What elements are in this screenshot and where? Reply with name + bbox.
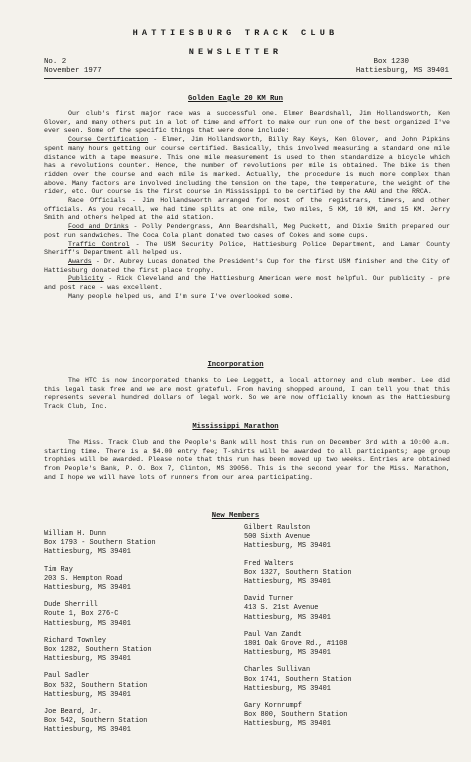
member-city: Hattiesburg, MS 39401: [244, 684, 331, 693]
issue-date: November 1977: [44, 67, 102, 75]
member-entry: [44, 672, 156, 700]
member-entry: [244, 595, 352, 623]
closing-paragraph: Many people helped us, and I'm sure I've overlooked some.: [68, 292, 294, 300]
publicity-text: - Rick Cleveland and the Hattiesburg American were most helpful. Our publicity - pre and post race - was excellent.: [44, 275, 450, 292]
member-name: Dude Sherrill: [44, 601, 98, 610]
section-title-marathon: Mississippi Marathon: [192, 423, 279, 431]
officials-label: Race Officials: [68, 197, 126, 205]
member-address: 1801 Oak Grove Rd., #1108: [244, 640, 348, 649]
member-city: Hattiesburg, MS 39401: [44, 655, 131, 664]
member-address: Box 1741, Southern Station: [244, 675, 352, 684]
member-address: Box 1327, Southern Station: [244, 568, 352, 577]
section-title-golden-eagle: Golden Eagle 20 KM Run: [188, 95, 283, 103]
member-address: Box 1282, Southern Station: [44, 646, 152, 655]
member-address: Box 532, Southern Station: [44, 681, 148, 690]
member-name: David Turner: [244, 595, 294, 604]
member-city: Hattiesburg, MS 39401: [244, 542, 331, 551]
member-city: Hattiesburg, MS 39401: [44, 584, 131, 593]
awards-label: Awards: [68, 257, 92, 265]
traffic-paragraph: [44, 241, 450, 258]
member-name: Charles Sullivan: [244, 666, 311, 675]
member-address: Route 1, Box 276-C: [44, 610, 119, 619]
course-text: - Elmer, Jim Hollandsworth, Billy Ray Keys, Ken Glover, and John Pipkins spent many hours getting our course certified. Basically, this involved measuring a standard one mile distance with a tape measure. This one mile measurement is used to then standardize a bicycle which has a revolutions counter. Hence, the number of revolutions per mile is obtained. The bike is then ridden over the course and each mile is marked. Actually, the procedure is much more complex than above. Many factors are involved including the tension on the tape, the temperature, the weight of the rider, etc. Our course is the first course in Mississippi to be certified by the AAU and the RRCA.: [44, 136, 450, 196]
member-entry: [44, 637, 156, 665]
member-address: Box 1793 - Southern Station: [44, 539, 156, 548]
publicity-label: Publicity: [68, 275, 104, 283]
member-entry: [44, 601, 156, 629]
member-city: Hattiesburg, MS 39401: [244, 578, 331, 587]
traffic-label: Traffic Control: [68, 240, 130, 248]
member-entry: [244, 702, 352, 730]
member-city: Hattiesburg, MS 39401: [44, 690, 131, 699]
member-entry: [44, 708, 156, 736]
member-name: Fred Walters: [244, 559, 294, 568]
newsletter-title: NEWSLETTER: [188, 47, 283, 57]
member-entry: [244, 524, 352, 552]
food-text: - Polly Pendergrass, Ann Beardshall, Meg Puckett, and Dixie Smith prepared our post run sandwiches. The Coca Cola plant donated two cases of Cokes and some cups.: [44, 223, 450, 239]
member-entry: [244, 631, 352, 659]
course-label: Course Certification: [68, 136, 149, 144]
member-name: Richard Townley: [44, 636, 107, 645]
golden-eagle-article: [44, 110, 450, 301]
section-title-new-members: New Members: [211, 512, 260, 520]
member-name: Joe Beard, Jr.: [44, 708, 102, 717]
officials-paragraph: [44, 197, 450, 223]
golden-eagle-intro: Our club's first major race was a successful one. Elmer Beardshall, Jim Hollandsworth, Ken Glover, and many others put in a lot of time and effort to make our run one of the best organized I've ever seen. Some of the specific things that were done include:: [44, 110, 450, 135]
section-title-incorporation: Incorporation: [207, 361, 264, 369]
member-address: Box 542, Southern Station: [44, 717, 148, 726]
food-label: Food and Drinks: [68, 223, 129, 231]
publicity-paragraph: [44, 275, 450, 292]
header-divider: [44, 78, 452, 79]
member-city: Hattiesburg, MS 39401: [44, 726, 131, 735]
traffic-text: - The USM Security Police, Hattiesburg Police Department, and Lamar County Sheriff's Department all helped us.: [44, 240, 450, 257]
member-name: Gary Kornrumpf: [244, 702, 302, 711]
awards-paragraph: [44, 258, 450, 275]
member-name: Tim Ray: [44, 565, 73, 574]
member-city: Hattiesburg, MS 39401: [244, 613, 331, 622]
issue-number: No. 2: [44, 58, 67, 66]
food-paragraph: [44, 223, 450, 240]
member-name: Paul Sadler: [44, 672, 90, 681]
member-column-right: [244, 524, 352, 730]
member-city: Hattiesburg, MS 39401: [244, 720, 331, 729]
member-entry: [244, 560, 352, 588]
member-entry: [44, 566, 156, 594]
club-city: Hattiesburg, MS 39401: [355, 67, 449, 75]
officials-text: - Jim Hollandsworth arranged for most of the registrars, timers, and other officials. As you recall, we had time splits at one mile, two miles, 5 KM, 10 KM, and 15 KM. Jerry Smith and others helped at the aid station.: [44, 197, 450, 222]
member-column-left: [44, 530, 156, 736]
member-name: William H. Dunn: [44, 530, 107, 538]
member-address: 203 S. Hempton Road: [44, 574, 123, 583]
member-entry: [44, 530, 156, 558]
awards-text: - Dr. Aubrey Lucas donated the President's Cup for the first USM finisher and the City of Hattiesburg donated the first place trophy.: [44, 257, 450, 274]
member-city: Hattiesburg, MS 39401: [44, 619, 131, 628]
marathon-article: [44, 439, 450, 483]
member-city: Hattiesburg, MS 39401: [244, 649, 331, 658]
member-address: Box 800, Southern Station: [244, 711, 348, 720]
marathon-text: The Miss. Track Club and the People's Bank will host this run on December 3rd with a 10:00 a.m. starting time. There is a $4.00 entry fee; T-shirts will be awarded to all participants; age group trophies will be awarded. Please note that this run has been moved up two weeks. Entries are obtained from People's Bank, P. O. Box 7, Clinton, MS 39056. This is the second year for the Miss. Marathon, and I hope we will have lots of runners from our area participating.: [44, 439, 450, 481]
member-entry: [244, 666, 352, 694]
course-paragraph: [44, 136, 450, 197]
incorporation-text: The HTC is now incorporated thanks to Lee Leggett, a local attorney and club member. Lee did this legal task free and we are most grateful. From having shopped around, I can tell you that this represents several hundred dollars of legal work. So we are now officially known as the Hattiesburg Track Club, Inc.: [44, 377, 450, 411]
member-name: Paul Van Zandt: [244, 630, 302, 639]
member-name: Gilbert Raulston: [244, 524, 311, 532]
member-address: 500 Sixth Avenue: [244, 533, 311, 542]
club-name: HATTIESBURG TRACK CLUB: [132, 28, 339, 38]
member-address: 413 S. 21st Avenue: [244, 604, 319, 613]
member-city: Hattiesburg, MS 39401: [44, 548, 131, 557]
incorporation-article: [44, 377, 450, 412]
club-box: Box 1230: [373, 58, 409, 66]
